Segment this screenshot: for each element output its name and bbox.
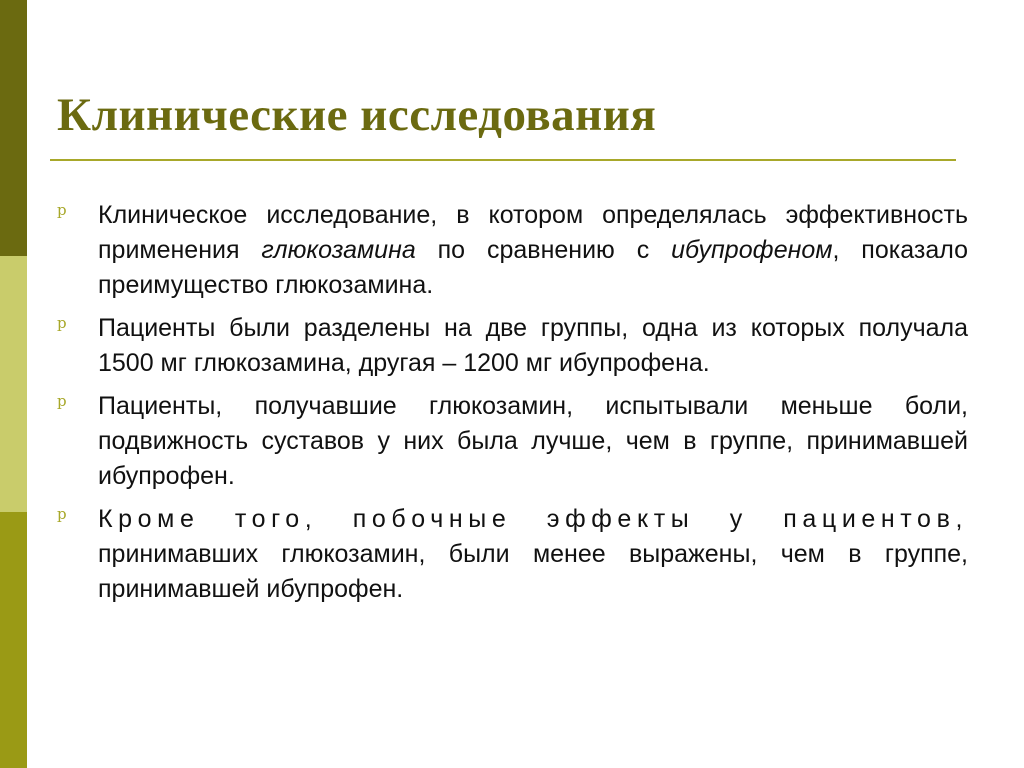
sidebar-segment-top <box>0 0 27 256</box>
sidebar-segment-middle <box>0 256 27 512</box>
bullet-emphasis: глюкозамина <box>261 236 416 264</box>
bullet-text-part: Кроме того, побочные эффекты у пациентов, <box>98 505 968 533</box>
sidebar-segment-bottom <box>0 512 27 768</box>
bullet-item <box>55 311 968 381</box>
bullet-text-part: принимавших глюкозамин, были менее выражены, чем в группе, принимавшей ибупрофен. <box>98 540 968 603</box>
bullet-text-part: , показало преимущество глюкозамина. <box>98 236 969 299</box>
bullet-marker-icon: p <box>57 314 67 332</box>
bullet-marker-icon: p <box>57 505 67 523</box>
bullet-list <box>55 198 968 615</box>
bullet-emphasis: ибупрофеном <box>671 236 833 264</box>
bullet-text: Пациенты, получавшие глюкозамин, испытывали меньше боли, подвижность суставов у них была лучше, чем в группе, принимавшей ибупрофен. <box>98 392 968 490</box>
bullet-text-part: по сравнению с <box>415 236 672 264</box>
bullet-text <box>98 505 968 603</box>
bullet-text <box>98 201 968 299</box>
title-underline <box>50 159 956 161</box>
bullet-text: Пациенты были разделены на две группы, одна из которых получала 1500 мг глюкозамина, другая – 1200 мг ибупрофена. <box>98 314 968 377</box>
bullet-item <box>55 502 968 607</box>
slide-title: Клинические исследования <box>57 89 657 141</box>
bullet-marker-icon: p <box>57 201 67 219</box>
sidebar-decoration <box>0 0 27 768</box>
bullet-item <box>55 389 968 494</box>
bullet-text-part: Клиническое исследование, в котором определялась эффективность применения <box>98 201 968 264</box>
bullet-marker-icon: p <box>57 392 67 410</box>
bullet-item <box>55 198 968 303</box>
